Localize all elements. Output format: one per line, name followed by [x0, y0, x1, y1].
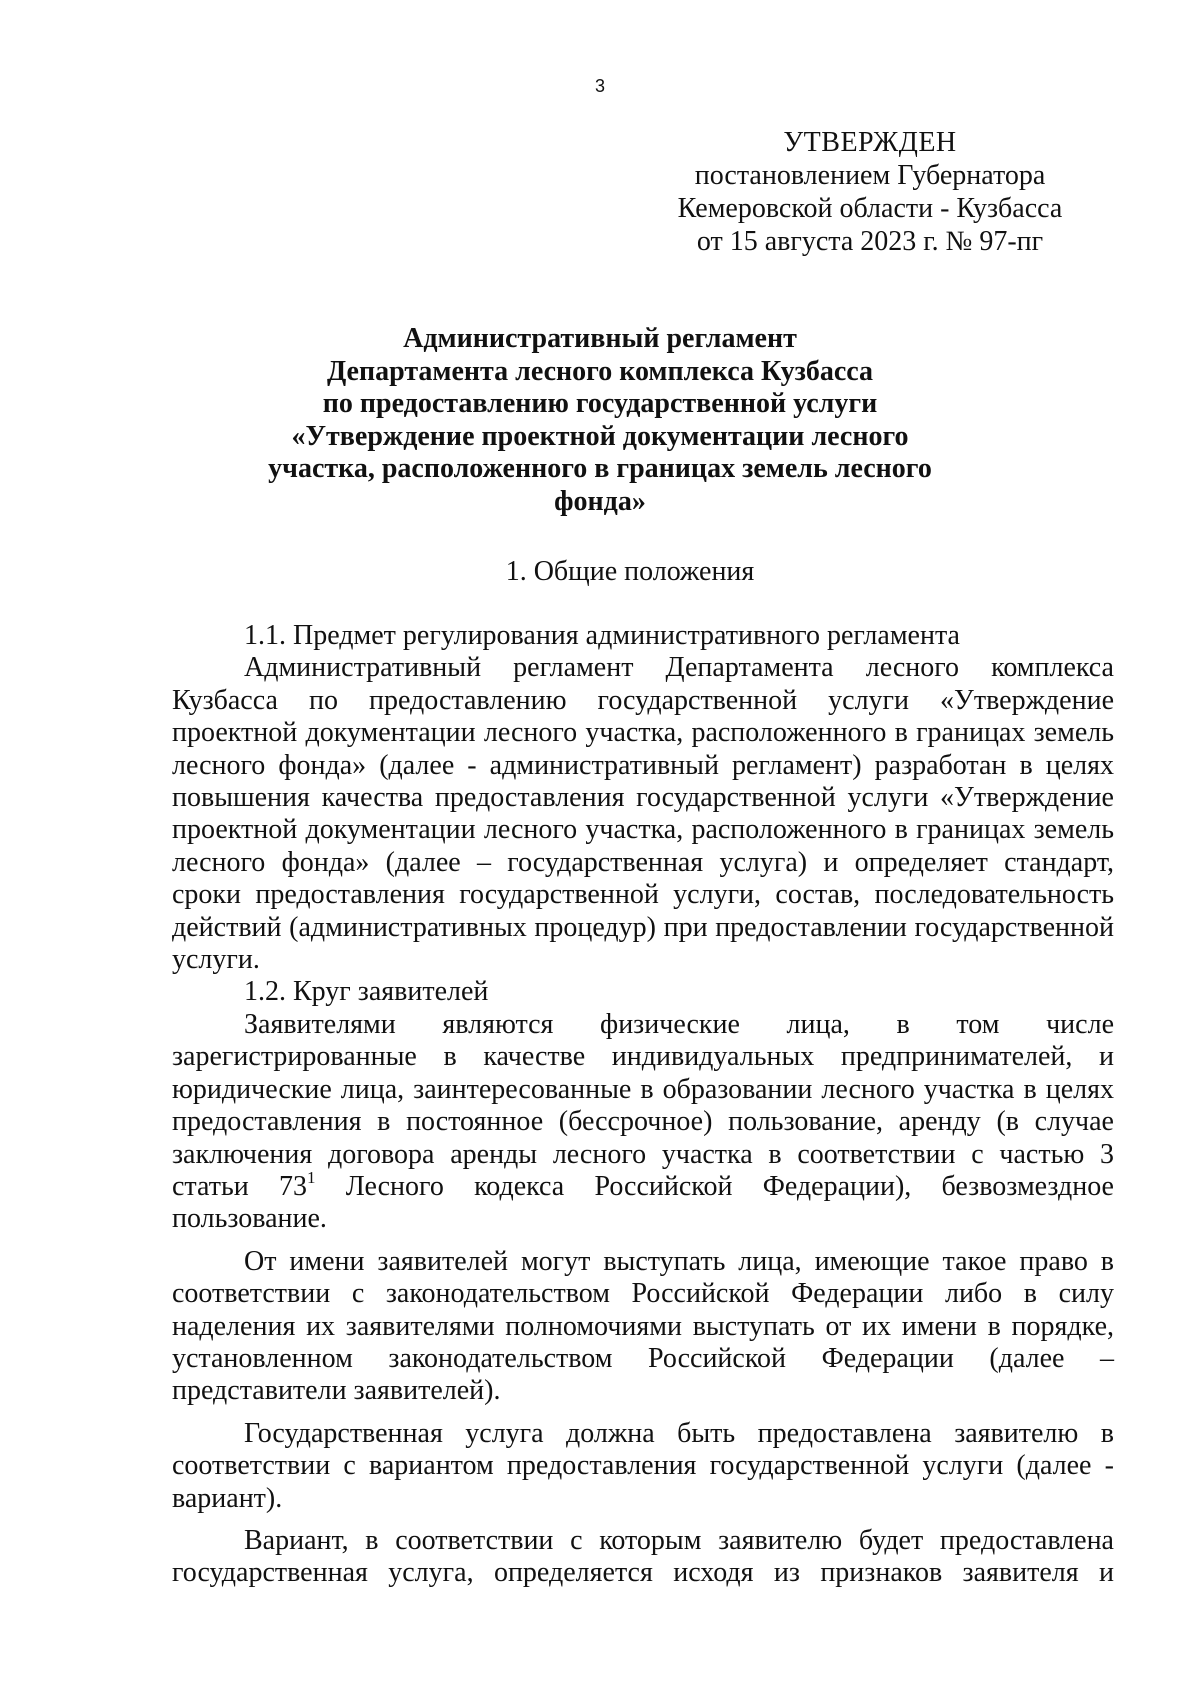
section-heading: 1. Общие положения: [505, 556, 755, 587]
subsection-heading: 1.2. Круг заявителей: [244, 976, 489, 1008]
paragraph-text: Заявителями являются физические лица, в том числе зарегистрированные в качестве индивидуальных предпринимателей, и юридические лица, заинтересованные в образовании лесного участка в целях предоставления в постоянное (бессрочное) пользование, аренду (в случае заключения договора аренды лесного участка в соответствии с частью 3 статьи 73: [172, 1008, 1114, 1202]
paragraph-text: Лесного кодекса Российской Федерации), безвозмездное пользование.: [172, 1170, 1114, 1235]
approval-line: от 15 августа 2023 г. № 97-пг: [696, 226, 1044, 257]
approval-title: УТВЕРЖДЕН: [783, 127, 957, 158]
paragraph: От имени заявителей могут выступать лица, имеющие такое право в соответствии с законодательством Российской Федерации либо в силу наделения их заявителями полномочиями выступать от их имени в порядке, установленном законодательством Российской Федерации (далее – представители заявителей).: [172, 1245, 1114, 1407]
superscript: 1: [306, 1167, 316, 1187]
document-body: [172, 620, 1114, 1590]
document-title-line: участка, расположенного в границах земель лесного: [268, 453, 932, 484]
document-title-line: фонда»: [554, 485, 646, 517]
paragraph: [172, 1009, 1114, 1236]
paragraph: Вариант, в соответствии с которым заявителю будет предоставлена государственная услуга, определяется исходя из признаков заявителя и: [172, 1524, 1114, 1589]
paragraph: Государственная услуга должна быть предоставлена заявителю в соответствии с вариантом предоставления государственной услуги (далее - вариант).: [172, 1417, 1114, 1514]
document-title-line: Административный регламент: [403, 323, 797, 354]
document-title-line: «Утверждение проектной документации лесного: [291, 420, 909, 452]
approval-line: постановлением Губернатора: [694, 160, 1046, 191]
page-number: 3: [594, 76, 605, 96]
approval-line: Кемеровской области - Кузбасса: [677, 193, 1063, 224]
subsection-heading: 1.1. Предмет регулирования административного регламента: [244, 620, 960, 651]
document-title: [240, 323, 960, 518]
approval-block: [660, 126, 1080, 258]
document-title-line: по предоставлению государственной услуги: [322, 388, 878, 419]
document-title-line: Департамента лесного комплекса Кузбасса: [326, 355, 874, 387]
paragraph: Административный регламент Департамента лесного комплекса Кузбасса по предоставлению государственной услуги «Утверждение проектной документации лесного участка, расположенного в границах земель лесного фонда» (далее - административный регламент) разработан в целях повышения качества предоставления государственной услуги «Утверждение проектной документации лесного участка, расположенного в границах земель лесного фонда» (далее – государственная услуга) и определяет стандарт, сроки предоставления государственной услуги, состав, последовательность действий (административных процедур) при предоставлении государственной услуги.: [172, 652, 1114, 976]
